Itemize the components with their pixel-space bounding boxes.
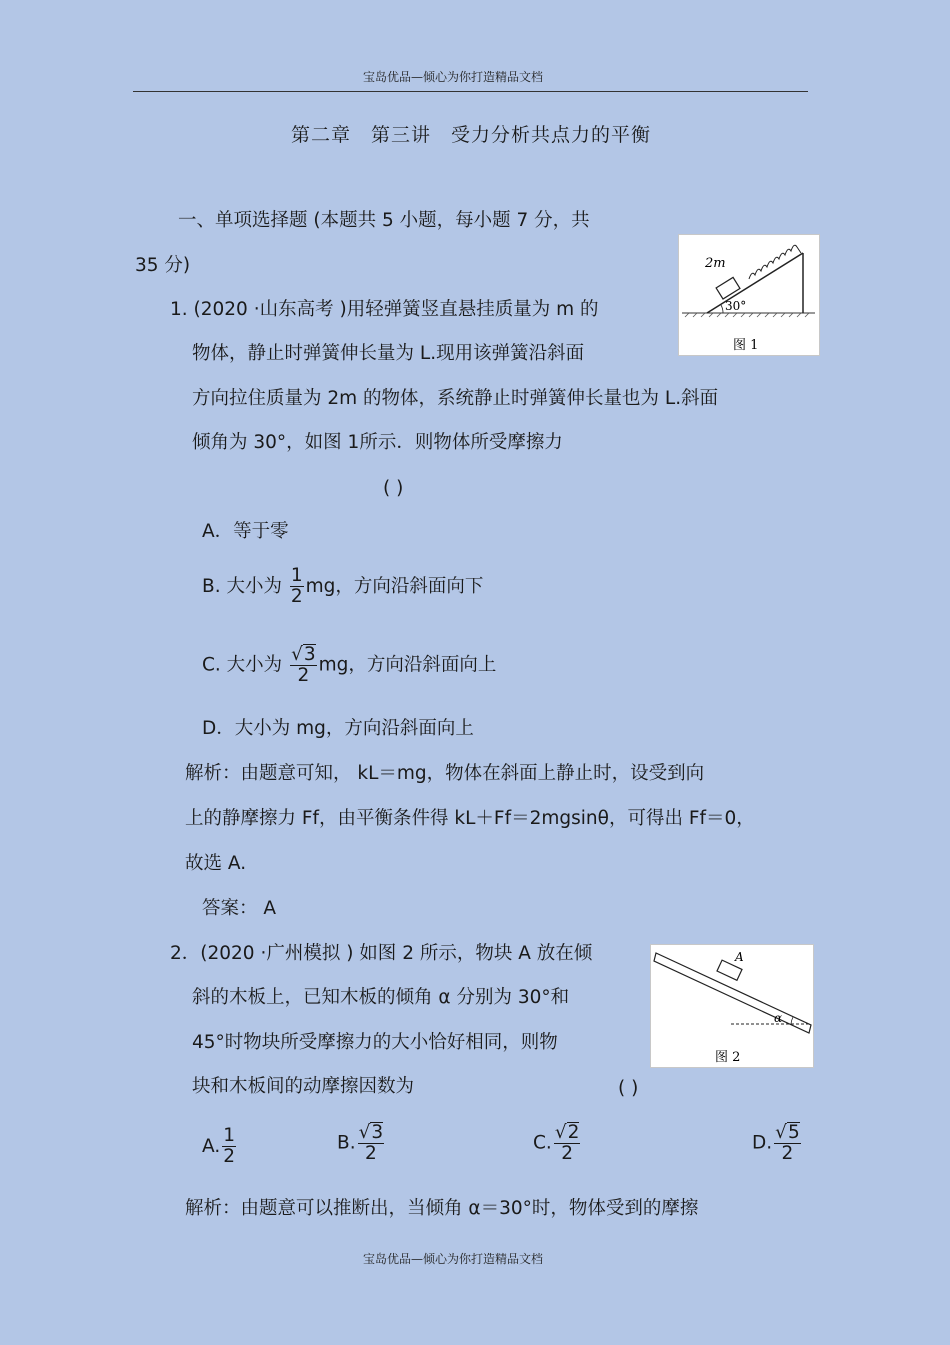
q2-option-a-fraction	[222, 1126, 236, 1168]
frac-numerator: √3	[291, 644, 316, 665]
frac-numerator: √3	[358, 1122, 384, 1143]
q1-line: 方向拉住质量为 2m 的物体，系统静止时弹簧伸长量也为 L.斜面	[192, 388, 719, 409]
page-title: 第二章 第三讲 受力分析共点力的平衡	[291, 124, 652, 146]
q2-option-c	[533, 1122, 582, 1165]
q1-option-a: A．等于零	[202, 521, 289, 542]
q1-answer: 答案： A	[202, 898, 277, 919]
q1-analysis: 故选 A.	[185, 853, 247, 874]
frac-denominator: 2	[781, 1143, 794, 1165]
q2-option-a	[202, 1126, 238, 1168]
q1-analysis: 上的静摩擦力 Ff，由平衡条件得 kL＋Ff＝2mgsinθ，可得出 Ff＝0，	[185, 808, 755, 829]
sqrt-radicand: 2	[567, 1122, 580, 1143]
figure-1-caption: 图 1	[733, 338, 759, 353]
q1-option-d: D．大小为 mg，方向沿斜面向上	[202, 718, 474, 739]
frac-denominator: 2	[297, 665, 310, 687]
frac-numerator: 1	[223, 1125, 235, 1146]
q1-option-b	[202, 566, 483, 608]
q2-line: 块和木板间的动摩擦因数为	[192, 1076, 415, 1097]
frac-denominator: 2	[290, 586, 303, 608]
frac-denominator: 2	[223, 1146, 235, 1168]
q1-line: 物体，静止时弹簧伸长量为 L.现用该弹簧沿斜面	[192, 343, 585, 364]
q1-answer-blank: ( )	[383, 478, 404, 499]
incline-spring-diagram	[679, 235, 819, 355]
sqrt-radicand: 5	[787, 1122, 800, 1143]
q1-line: 倾角为 30°，如图 1所示．则物体所受摩擦力	[192, 432, 563, 453]
q2-option-c-label: C.	[533, 1132, 552, 1154]
q2-line: 斜的木板上，已知木板的倾角 α 分别为 30°和	[192, 987, 570, 1008]
q2-line: 45°时物块所受摩擦力的大小恰好相同，则物	[192, 1032, 558, 1053]
frac-denominator: 2	[561, 1143, 573, 1165]
frac-denominator: 2	[364, 1143, 377, 1165]
figure-2	[650, 944, 814, 1068]
incline-board-diagram	[651, 945, 813, 1067]
q2-option-b	[337, 1122, 386, 1165]
q1-option-c-suffix: mg，方向沿斜面向上	[318, 654, 497, 676]
figure-2-angle: α	[774, 1011, 783, 1025]
q1-option-b-suffix: mg，方向沿斜面向下	[305, 575, 484, 597]
q2-analysis: 解析：由题意可以推断出，当倾角 α＝30°时，物体受到的摩擦	[185, 1198, 699, 1219]
q2-option-c-fraction	[554, 1122, 581, 1165]
figure-1-mass: 2m	[705, 256, 726, 271]
page-header: 宝岛优品—倾心为你打造精品文档	[363, 70, 544, 84]
q2-answer-blank: ( )	[618, 1078, 639, 1099]
q1-option-c	[202, 644, 496, 687]
frac-numerator: √2	[554, 1122, 580, 1143]
q2-option-a-label: A.	[202, 1135, 221, 1157]
figure-1	[678, 234, 820, 356]
frac-numerator: √5	[775, 1122, 800, 1143]
q2-option-d-label: D.	[752, 1132, 773, 1154]
q1-analysis: 解析：由题意可知， kL＝mg，物体在斜面上静止时，设受到向	[185, 763, 705, 784]
q2-option-b-label: B.	[337, 1132, 356, 1154]
q1-option-c-prefix: C. 大小为	[202, 654, 283, 676]
q2-option-d-fraction	[774, 1122, 801, 1165]
frac-numerator: 1	[290, 565, 303, 586]
q2-option-b-fraction	[358, 1122, 385, 1165]
q1-option-b-fraction	[290, 566, 304, 608]
q2-option-d	[752, 1122, 803, 1165]
sqrt-radicand: 3	[303, 644, 316, 665]
figure-2-block-label: A	[735, 950, 744, 964]
q1-option-c-fraction	[290, 644, 317, 687]
page-footer: 宝岛优品—倾心为你打造精品文档	[363, 1252, 544, 1266]
sqrt-radicand: 3	[371, 1122, 384, 1143]
figure-1-angle: 30°	[725, 299, 747, 313]
figure-2-caption: 图 2	[715, 1050, 741, 1065]
header-rule	[133, 91, 808, 92]
section-heading-cont: 35 分)	[135, 255, 191, 276]
q1-line: 1. (2020 ·山东高考 )用轻弹簧竖直悬挂质量为 m 的	[170, 299, 599, 320]
q1-option-b-prefix: B. 大小为	[202, 575, 282, 597]
q2-line: 2．(2020 ·广州模拟 ) 如图 2 所示，物块 A 放在倾	[170, 943, 593, 964]
section-heading: 一、单项选择题 (本题共 5 小题，每小题 7 分，共	[178, 210, 590, 231]
